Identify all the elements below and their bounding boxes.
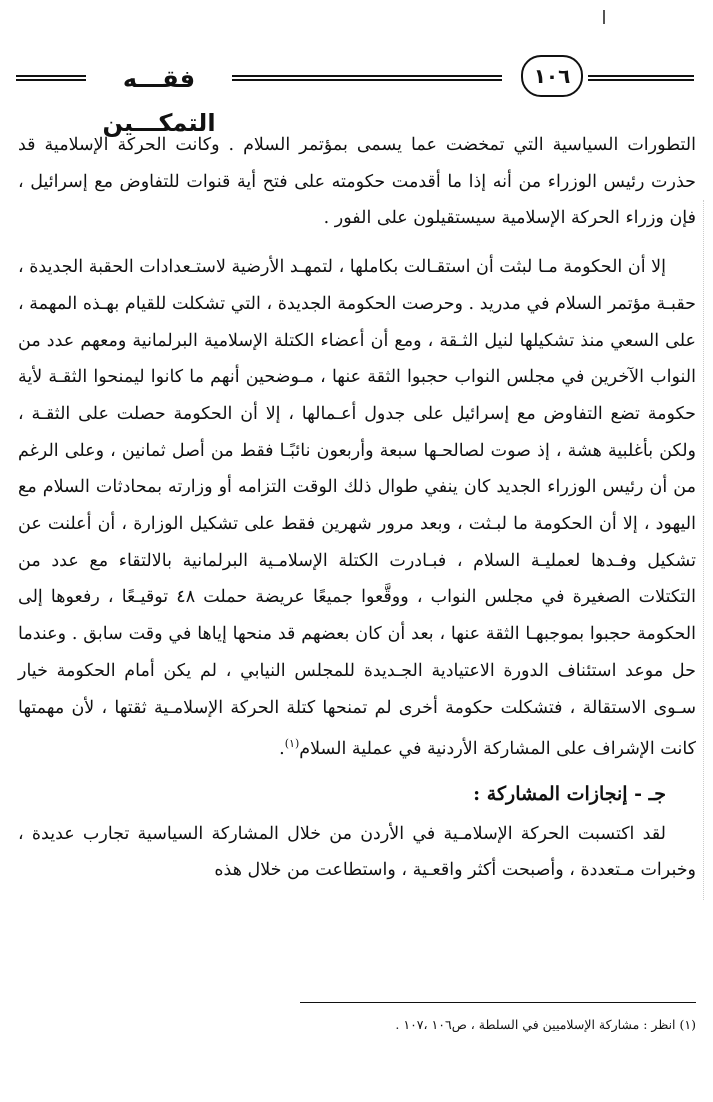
paragraph-1: التطورات السياسية التي تمخضت عما يسمى بمؤتمر السلام . وكانت الحركة الإسلامية قد حذرت رئيس الوزراء من أنه إذا ما أقدمت حكومته على فتح أية قنوات للتفاوض مع إسرائيل ، فإن وزراء الحركة الإسلامية سيستقيلون على الفور .	[18, 135, 696, 229]
paragraph-3: لقد اكتسبت الحركة الإسلامـية في الأردن من خلال المشاركة السياسية تجارب عديدة ، وخبرات مـتعددة ، وأصبحت أكثر واقعـية ، واستطاعت من خلال هذه	[18, 823, 696, 881]
header-rule-middle	[232, 75, 502, 81]
running-header	[0, 55, 713, 137]
header-rule-right	[588, 75, 694, 81]
footnote: (١) انظر : مشاركة الإسلاميين في السلطة ، ص١٠٦ ،١٠٧ .	[395, 1017, 696, 1032]
section-heading: جـ - إنجازات المشاركة :	[473, 782, 666, 805]
page-number: ١٠٦	[521, 55, 583, 97]
body-text	[18, 127, 696, 889]
header-rule-left	[16, 75, 86, 81]
paragraph-2-text: إلا أن الحكومة مـا لبثت أن استقـالت بكاملها ، لتمهـد الأرضية لاستـعدادات الحقبة الجديدة ، حقبـة مؤتمر السلام في مدريد . وحرصت الحكومة الجديدة ، التي تشكلت للقيام بهـذه المهمة ، على السعي منذ تشكيلها لنيل الثـقة ، ومع أن أعضاء الكتلة الإسلامية البرلمانية ومعهم عدد من النواب الآخرين في مجلس النواب حجبوا الثقة عنها ، مـوضحين أنهم ما كانوا ليمنحوا الثقـة لأية حكومة تضع التفاوض مع إسرائيل على جدول أعـمالها ، إلا أن الحكومة حصلت على الثقـة ، ولكن بأغلبية هشة ، إذ صوت لصالحـها سبعة وأربعون نائبًـا فقط من أصل ثمانين ، وعلى الرغم من أن رئيس الوزراء الجديد كان ينفي طوال ذلك الوقت التزامه أو وزارته بمحادثات السلام مع اليهود ، إلا أن الحكومة ما لبـثت ، وبعد مرور شهرين فقط على تشكيل الوزارة ، أن أعلنت عن تشكيل وفـدها لعمليـة السلام ، فبـادرت الكتلة الإسلامـية البرلمانية بالالتقاء مع عدد من التكتلات الصغيرة في مجلس النواب ، ووقَّعوا جميعًا عريضة حملت ٤٨ توقيـعًا ، رفعوها إلى الحكومة حجبوا بموجبهـا الثقة عنها ، بعد أن كان بعضهم قد منحها إياها في وقت سابق . وعندما حل موعد استئناف الدورة الاعتيادية الجـديدة للمجلس النيابي ، لم يكن أمام الحكومة خيار سـوى الاستقالة ، فتشكلت حكومة أخرى لم تمنحها كتلة الحركة الإسلامـية ثقتها ، لأن مهمتها كانت الإشراف على المشاركة الأردنية في عملية السلام	[18, 257, 696, 760]
footnote-divider	[300, 1002, 696, 1003]
paragraph-2-end: .	[279, 739, 285, 760]
footnote-reference: (١)	[284, 737, 300, 751]
scan-mark	[603, 10, 605, 24]
header-title: فقـــه التمكـــين	[102, 65, 216, 137]
scan-edge-dots	[703, 200, 706, 900]
paragraph-2	[18, 249, 696, 768]
